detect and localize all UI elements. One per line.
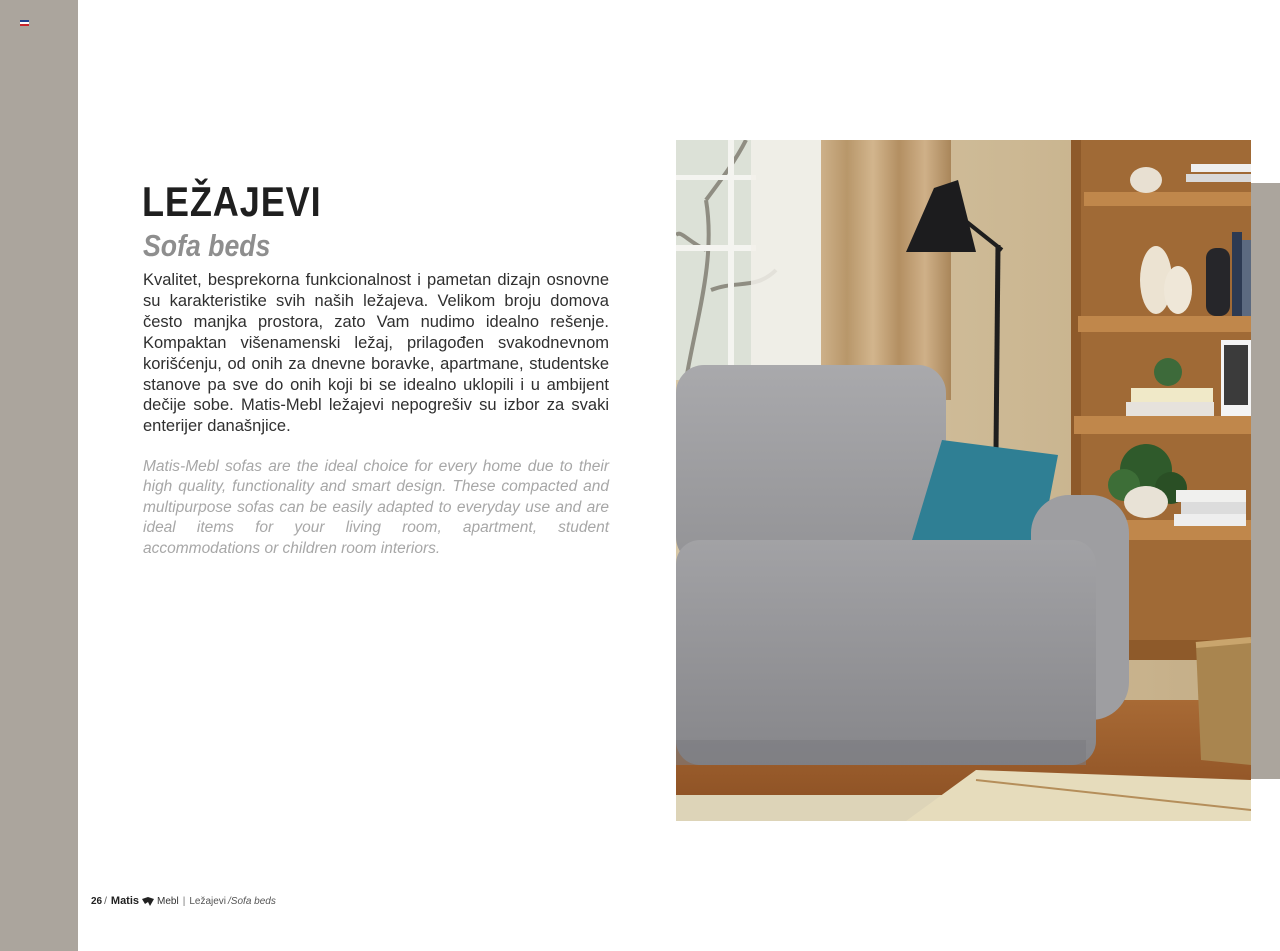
flag-icon — [20, 20, 29, 27]
page-footer — [91, 895, 276, 907]
page-number: 26 — [91, 895, 103, 907]
footer-section-english: /Sofa beds — [228, 895, 276, 907]
description-english: Matis-Mebl sofas are the ideal choice for every home due to their high quality, functionality and smart design. These compacted and multipurpose sofas can be easily adapted to everyday use and are ideal items for your living room, apartment, student accommodations or children room interiors. — [143, 458, 609, 557]
footer-divider: | — [182, 895, 186, 907]
matis-logo-icon — [142, 897, 154, 906]
brand-name-bold: Matis — [110, 895, 140, 907]
page-title: LEŽAJEVI — [142, 178, 322, 225]
description-serbian: Kvalitet, besprekorna funkcionalnost i pametan dizajn osnovne su karakteristike svih naših ležajeva. Velikom broju domova često manjka prostora, zato Vam nudimo idealno rešenje. Kompaktan višenamenski ležaj, prilagođen svakodnevnom korišćenju, od onih za dnevne boravke, apartmane, studentske stanove pa sve do onih koji bi se idealno uklopili i u ambijent dečije sobe. Matis-Mebl ležajevi nepogrešiv su izbor za svaki enterijer današnjice. — [143, 271, 609, 436]
page-number-separator: / — [104, 895, 107, 907]
left-side-band — [0, 0, 78, 951]
brand-name-light: Mebl — [157, 895, 179, 907]
sofa-bed-photo — [676, 140, 1251, 821]
page-subtitle: Sofa beds — [143, 228, 271, 263]
right-side-band — [1250, 183, 1280, 779]
footer-section: Ležajevi — [189, 895, 227, 907]
